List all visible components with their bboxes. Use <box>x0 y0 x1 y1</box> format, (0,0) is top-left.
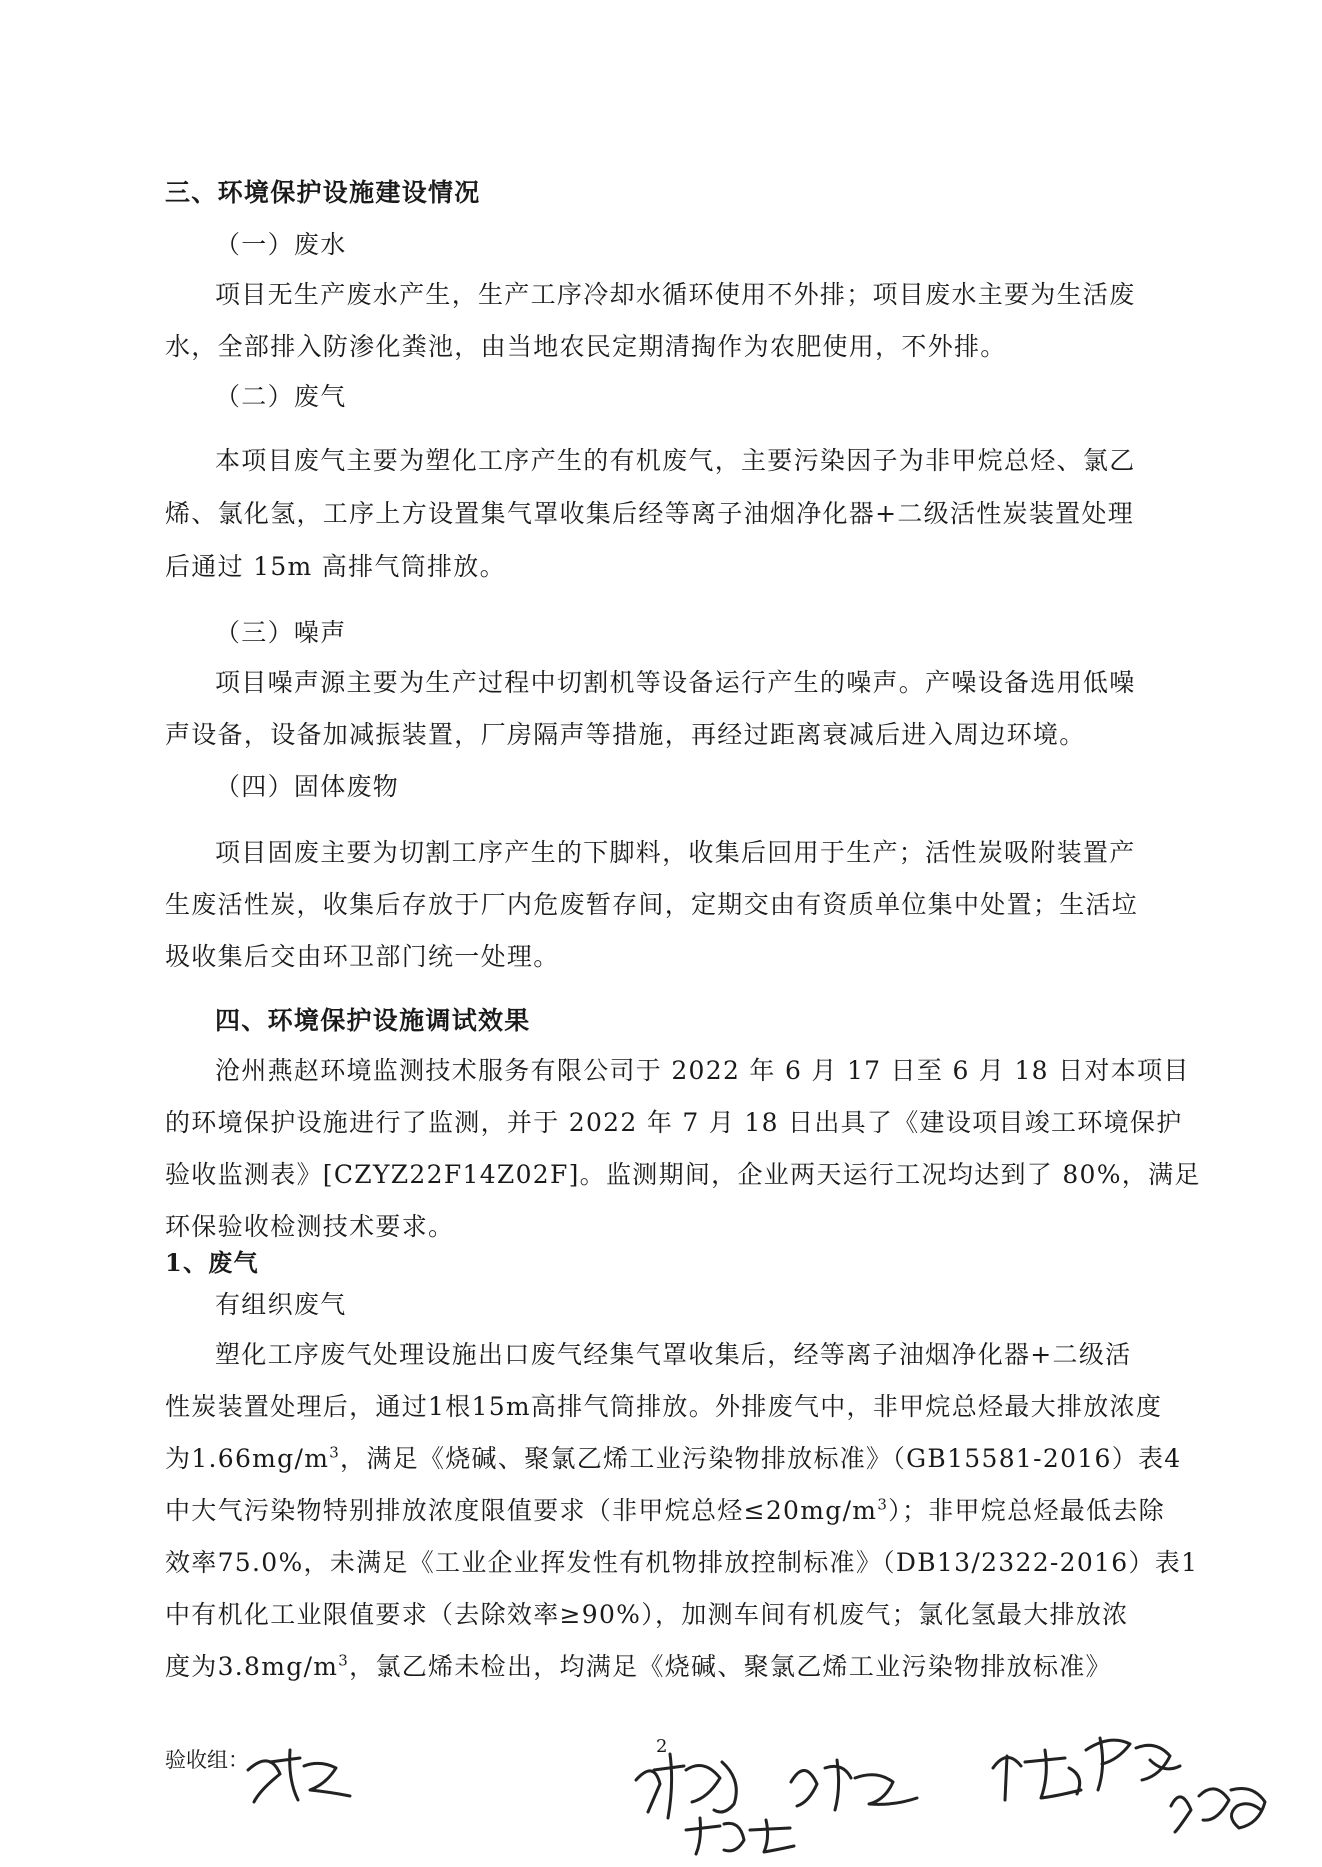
signature-7 <box>1165 1770 1275 1840</box>
paragraph-line: 度为$3.8mg/m^3$，氯乙烯未检出，均满足《烧碱、聚氯乙烯工业污染物排放标准》 <box>165 1651 1112 1681</box>
paragraph-line: 塑化工序废气处理设施出口废气经集气罩收集后，经等离子油烟净化器+二级活 <box>215 1340 1132 1369</box>
paragraph-line: 声设备，设备加减振装置，厂房隔声等措施，再经过距离衰减后进入周边环境。 <box>165 720 1086 749</box>
paragraph-line: 项目噪声源主要为生产过程中切割机等设备运行产生的噪声。产噪设备选用低噪 <box>215 668 1136 697</box>
subsection-noise: （三）噪声 <box>215 618 347 647</box>
acceptance-group-label: 验收组： <box>165 1748 249 1772</box>
paragraph-line: 验收监测表》[CZYZ22F14Z02F]。监测期间，企业两天运行工况均达到了 80%，满足 <box>165 1160 1201 1189</box>
signature-1 <box>240 1740 360 1810</box>
subsection-organized-exhaust: 有组织废气 <box>215 1290 347 1319</box>
signature-3 <box>680 1810 800 1860</box>
paragraph-line: 为$1.66mg/m^3$，满足《烧碱、聚氯乙烯工业污染物排放标准》（GB15581-2016）表4 <box>165 1443 1182 1473</box>
signature-5 <box>985 1740 1095 1810</box>
paragraph-line: 性炭装置处理后，通过1根15m高排气筒排放。外排废气中，非甲烷总烃最大排放浓度 <box>165 1392 1163 1421</box>
paragraph-line: 项目无生产废水产生，生产工序冷却水循环使用不外排；项目废水主要为生活废 <box>215 280 1136 309</box>
paragraph-line: 圾收集后交由环卫部门统一处理。 <box>165 942 560 971</box>
subsection-wastewater: （一）废水 <box>215 230 347 259</box>
item-1-heading: 1、废气 <box>165 1248 259 1277</box>
subsection-solid-waste: （四）固体废物 <box>215 772 400 801</box>
paragraph-line: 烯、氯化氢，工序上方设置集气罩收集后经等离子油烟净化器+二级活性炭装置处理 <box>165 499 1135 528</box>
paragraph-line: 中大气污染物特别排放浓度限值要求（非甲烷总烃$\le 20mg/m^3$）；非甲烷总烃最低去除 <box>165 1495 1165 1525</box>
paragraph-line: 沧州燕赵环境监测技术服务有限公司于 2022 年 6 月 17 日至 6 月 18 日对本项目 <box>215 1056 1190 1085</box>
paragraph-line: 中有机化工业限值要求（去除效率≥90%），加测车间有机废气；氯化氢最大排放浓 <box>165 1600 1129 1629</box>
paragraph-line: 环保验收检测技术要求。 <box>165 1212 455 1241</box>
paragraph-line: 项目固废主要为切割工序产生的下脚料，收集后回用于生产；活性炭吸附装置产 <box>215 838 1136 867</box>
paragraph-line: 水，全部排入防渗化粪池，由当地农民定期清掏作为农肥使用，不外排。 <box>165 332 1007 361</box>
paragraph-line: 本项目废气主要为塑化工序产生的有机废气，主要污染因子为非甲烷总烃、氯乙 <box>215 446 1136 475</box>
page-number: 2 <box>656 1736 668 1757</box>
paragraph-line: 生废活性炭，收集后存放于厂内危废暂存间，定期交由有资质单位集中处置；生活垃 <box>165 890 1139 919</box>
paragraph-line: 的环境保护设施进行了监测，并于 2022 年 7 月 18 日出具了《建设项目竣工环境保护 <box>165 1108 1183 1137</box>
paragraph-line: 后通过 15m 高排气筒排放。 <box>165 552 506 581</box>
subsection-exhaust: （二）废气 <box>215 382 347 411</box>
section-3-heading: 三、环境保护设施建设情况 <box>165 178 481 207</box>
section-4-heading: 四、环境保护设施调试效果 <box>215 1006 531 1035</box>
paragraph-line: 效率75.0%，未满足《工业企业挥发性有机物排放控制标准》（DB13/2322-2016）表1 <box>165 1548 1199 1577</box>
signature-4 <box>785 1748 925 1818</box>
